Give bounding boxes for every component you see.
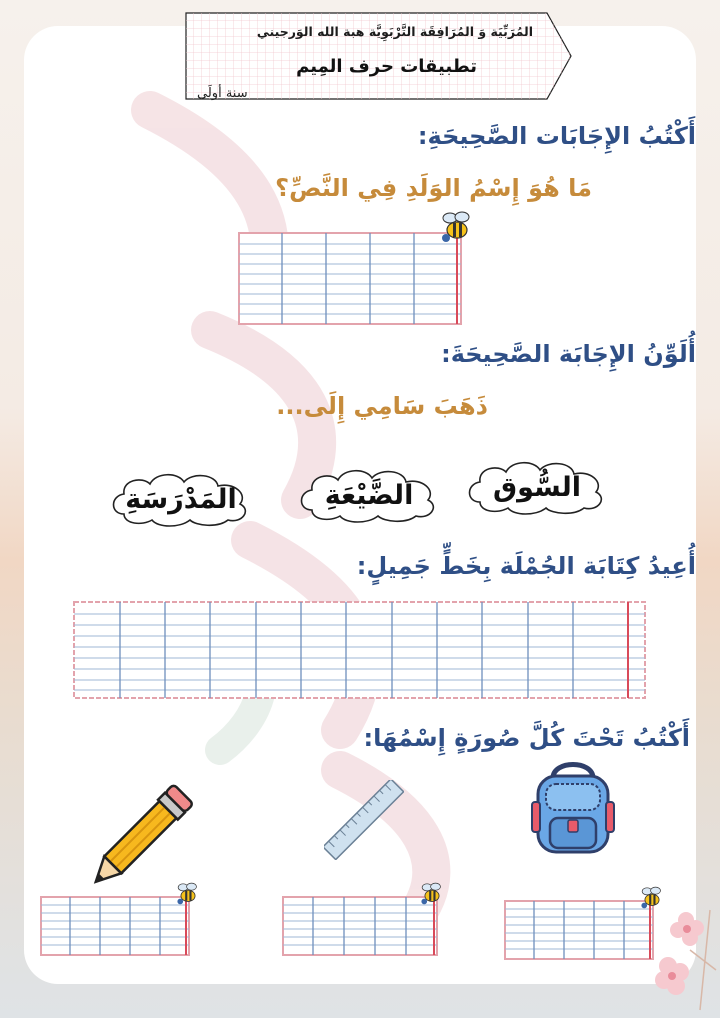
section1-question: مَا هُوَ إِسْمُ الوَلَدِ فِي النَّصِّ؟ bbox=[275, 174, 592, 202]
bee-icon bbox=[176, 880, 200, 906]
worksheet-title: تطبيقات حرف المِيم bbox=[296, 56, 477, 77]
bee-icon bbox=[440, 208, 474, 244]
option-souq-cloud[interactable] bbox=[462, 458, 612, 516]
option-label: الضَّيْعَةِ bbox=[324, 479, 414, 511]
backpack-icon bbox=[528, 756, 618, 856]
answer-grid-backpack[interactable] bbox=[504, 900, 656, 962]
pencil-icon bbox=[90, 778, 202, 888]
section3-title: أُعِيدُ كِتَابَة الجُمْلَة بِخَطٍّ جَمِيلٍ: bbox=[356, 552, 696, 580]
section2-title: أُلَوِّنُ الإِجَابَة الصَّحِيحَةَ: bbox=[441, 340, 696, 368]
ruler-icon bbox=[324, 780, 404, 860]
section1-title: أَكْتُبُ الإِجَابَات الصَّحِيحَةِ: bbox=[417, 122, 696, 150]
header-banner bbox=[185, 12, 573, 100]
option-madrasa-cloud[interactable] bbox=[106, 470, 256, 528]
teacher-name: المُرَبِّيَة وَ المُرَافِقَة التَّرْبَوِيَّة هبة الله الوَرجيني bbox=[256, 24, 533, 39]
flower-decoration bbox=[650, 900, 720, 1018]
grade-level: سنة أولَى bbox=[197, 86, 248, 101]
section4-title: أَكْتُبُ تَحْتَ كُلَّ صُورَةٍ إِسْمُهَا: bbox=[363, 724, 690, 752]
option-dayaa-cloud[interactable] bbox=[294, 466, 444, 524]
option-label: السُّوق bbox=[493, 471, 581, 503]
option-label: المَدْرَسَةِ bbox=[125, 483, 237, 515]
answer-grid-1[interactable] bbox=[238, 232, 464, 326]
bee-icon bbox=[420, 880, 444, 906]
answer-grid-ruler[interactable] bbox=[282, 896, 440, 958]
handwriting-grid[interactable] bbox=[72, 600, 648, 700]
answer-grid-pencil[interactable] bbox=[40, 896, 192, 958]
section2-sentence: ذَهَبَ سَامِي إِلَى... bbox=[276, 392, 488, 420]
